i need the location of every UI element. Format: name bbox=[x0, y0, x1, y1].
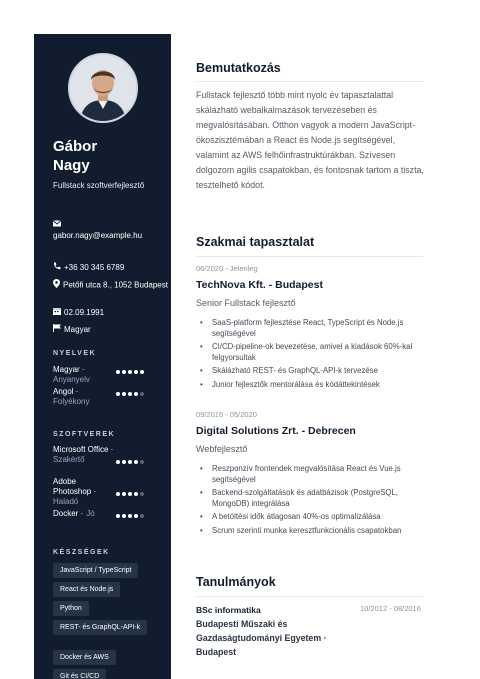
languages-level: Folyékony bbox=[53, 397, 90, 406]
languages-item bbox=[53, 387, 168, 407]
languages-name: Magyar · bbox=[53, 365, 85, 374]
job-bullets bbox=[196, 464, 418, 539]
rating-dot bbox=[122, 370, 126, 374]
languages-name: Angol · bbox=[53, 387, 79, 396]
about-heading: Bemutatkozás bbox=[196, 61, 281, 75]
experience-divider bbox=[196, 256, 423, 257]
rating-dot bbox=[128, 492, 132, 496]
rating-dots bbox=[116, 457, 146, 467]
education-divider bbox=[196, 596, 423, 597]
rating-dot bbox=[134, 492, 138, 496]
contact-address: Petőfi utca 8., 1052 Budapest bbox=[53, 279, 171, 292]
rating-dot bbox=[128, 392, 132, 396]
job-company: TechNova Kft. - Budapest bbox=[196, 279, 323, 291]
job-bullet: • Reszponzív frontendek megvalósítása React és Vue.js segítségével bbox=[196, 464, 418, 485]
rating-dot bbox=[122, 392, 126, 396]
rating-dots bbox=[116, 367, 146, 377]
rating-dot bbox=[116, 460, 120, 464]
rating-dot bbox=[128, 370, 132, 374]
rating-dot bbox=[140, 460, 144, 464]
software-level: Jó bbox=[86, 509, 95, 518]
about-text: Fullstack fejlesztő több mint nyolc év tapasztalattal skálázható webalkalmazások tervezésében és megvalósításában. Otthon vagyok a modern JavaScript-ökoszisztémában a React és Node.js segítségével, valamint az AWS felhőinfrastruktúrákban. Szívesen dolgozom agilis csapatokban, és fontosnak tartom a tiszta, tesztelhető kódot. bbox=[196, 90, 424, 190]
rating-dot bbox=[116, 514, 120, 518]
rating-dot bbox=[128, 514, 132, 518]
job-bullet: • Backend-szolgáltatások és adatbázisok (PostgreSQL, MongoDB) integrálása bbox=[196, 488, 418, 509]
job-date: 09/2016 - 05/2020 bbox=[196, 410, 257, 419]
software-name: Docker · bbox=[53, 509, 84, 518]
skill-chip: JavaScript / TypeScript bbox=[53, 563, 138, 578]
job-bullet: • Scrum szerinti munka keresztfunkcionális csapatokban bbox=[196, 526, 418, 537]
profile-role: Fullstack szoftverfejlesztő bbox=[53, 181, 145, 190]
skill-chip: React és Node.js bbox=[53, 582, 120, 597]
contact-email[interactable]: gabor.nagy@example.hu bbox=[53, 220, 171, 241]
education-date: 10/2012 - 08/2016 bbox=[360, 604, 421, 613]
job-bullets bbox=[196, 318, 418, 393]
rating-dot bbox=[116, 392, 120, 396]
avatar bbox=[68, 53, 138, 123]
rating-dot bbox=[134, 514, 138, 518]
calendar-icon bbox=[53, 307, 61, 319]
education-heading: Tanulmányok bbox=[196, 575, 276, 589]
rating-dot bbox=[134, 392, 138, 396]
contact-birthdate: 02.09.1991 bbox=[53, 307, 104, 319]
rating-dot bbox=[140, 370, 144, 374]
about-divider bbox=[196, 81, 423, 82]
sidebar bbox=[34, 34, 171, 679]
job-title: Senior Fullstack fejlesztő bbox=[196, 298, 296, 308]
skills-title: KÉSZSÉGEK bbox=[53, 549, 110, 556]
rating-dot bbox=[116, 370, 120, 374]
job-bullet: • SaaS-platform fejlesztése React, TypeScript és Node.js segítségével bbox=[196, 318, 418, 339]
software-name: Microsoft Office · bbox=[53, 445, 114, 454]
skill-chip: REST- és GraphQL-API-k bbox=[53, 620, 147, 635]
rating-dots bbox=[116, 489, 146, 499]
skill-chip: Docker és AWS bbox=[53, 650, 116, 665]
contact-phone: +36 30 345 6789 bbox=[53, 262, 124, 274]
software-item bbox=[53, 477, 168, 507]
software-item bbox=[53, 445, 168, 465]
job-title: Webfejlesztő bbox=[196, 444, 248, 454]
education-school: Budapesti Műszaki és Gazdaságtudományi Egyetem · Budapest bbox=[196, 619, 327, 657]
software-title: SZOFTVEREK bbox=[53, 431, 116, 438]
languages-level: Anyanyelv bbox=[53, 375, 90, 384]
location-pin-icon bbox=[53, 279, 60, 292]
envelope-icon bbox=[53, 220, 171, 231]
rating-dot bbox=[116, 492, 120, 496]
rating-dot bbox=[122, 492, 126, 496]
languages-item bbox=[53, 365, 168, 385]
rating-dot bbox=[122, 460, 126, 464]
rating-dot bbox=[140, 392, 144, 396]
job-bullet: • A betöltési idők átlagosan 40%-os optimalizálása bbox=[196, 512, 418, 523]
profile-name: Gábor Nagy bbox=[53, 138, 98, 174]
flag-icon bbox=[53, 324, 61, 336]
education-degree: BSc informatika bbox=[196, 605, 261, 615]
languages-title: NYELVEK bbox=[53, 350, 97, 357]
rating-dots bbox=[116, 389, 146, 399]
software-level: Haladó bbox=[53, 497, 79, 506]
rating-dots bbox=[116, 511, 146, 521]
job-company: Digital Solutions Zrt. - Debrecen bbox=[196, 425, 356, 437]
job-bullet: • Skálázható REST- és GraphQL-API-k tervezése bbox=[196, 366, 418, 377]
rating-dot bbox=[128, 460, 132, 464]
rating-dot bbox=[134, 460, 138, 464]
job-bullet: • Junior fejlesztők mentorálása és kódáttekintések bbox=[196, 380, 418, 391]
software-name: Adobe Photoshop · bbox=[53, 477, 97, 496]
contact-nationality: Magyar bbox=[53, 324, 91, 336]
profile-photo bbox=[70, 55, 136, 121]
software-item bbox=[53, 509, 168, 519]
software-level: Szakértő bbox=[53, 455, 85, 464]
skill-chip: Git és CI/CD bbox=[53, 669, 106, 679]
phone-icon bbox=[53, 262, 61, 274]
rating-dot bbox=[122, 514, 126, 518]
skill-chip: Python bbox=[53, 601, 89, 616]
job-date: 06/2020 - Jelenleg bbox=[196, 264, 258, 273]
rating-dot bbox=[140, 514, 144, 518]
experience-heading: Szakmai tapasztalat bbox=[196, 235, 315, 249]
rating-dot bbox=[134, 370, 138, 374]
rating-dot bbox=[140, 492, 144, 496]
job-bullet: • CI/CD-pipeline-ok bevezetése, amivel a kiadások 60%-kal felgyorsultak bbox=[196, 342, 418, 363]
